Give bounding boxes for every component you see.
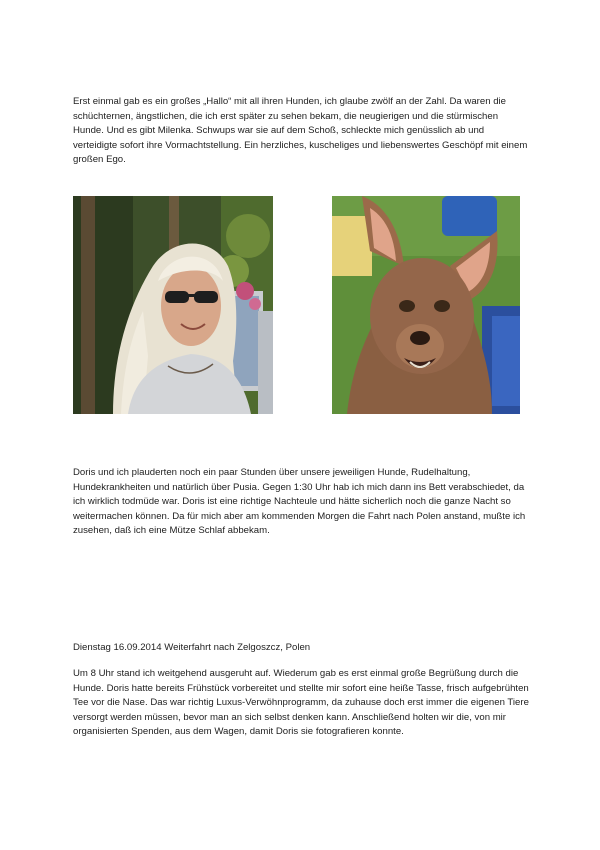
- paragraph-morning: Um 8 Uhr stand ich weitgehend ausgeruht auf. Wiederum gab es erst einmal große Begrüßung durch die Hunde. Doris hatte bereits Frühstück vorbereitet und stellte mir sofort eine heiße Tasse, frisch aufgebrühten Tee vor die Nase. Das war richtig Luxus-Verwöhnprogramm, da zuhause doch erst immer die eigenen Tiere versorgt werden müssen, bevor man an sich selbst denken kann. Anschließend holten wir die, von mir organisierten Spenden, aus dem Wagen, damit Doris sie fotografieren konnte.: [73, 668, 529, 738]
- woman-with-sunglasses-photo: [73, 196, 273, 414]
- paragraph-evening: Doris und ich plauderten noch ein paar Stunden über unsere jeweiligen Hunde, Rudelhaltung, Hundekrankheiten und natürlich über Pusia. Gegen 1:30 Uhr hab ich mich dann ins Bett verabschiedet, da ich wirklich todmüde war. Doris ist eine richtige Nachteule und hätte sicherlich noch die ganze Nacht so weitermachen können. Da für mich aber am kommenden Morgen die Fahrt nach Polen anstand, mußte ich zusehen, daß ich eine Mütze Schlaf abbekam.: [73, 467, 526, 537]
- dog-photo-illustration: [332, 196, 520, 414]
- date-heading: Dienstag 16.09.2014 Weiterfahrt nach Zelgoszcz, Polen: [73, 642, 311, 653]
- paragraph-intro: Erst einmal gab es ein großes „Hallo“ mit all ihren Hunden, ich glaube zwölf an der Zahl. Da waren die schüchternen, ängstlichen, die ich erst später zu sehen bekam, die neugierigen und die stürmischen Hunde. Und es gibt Milenka. Schwups war sie auf dem Schoß, schleckte mich genüsslich ab und verteidigte sofort ihre Vormachtstellung. Ein herzliches, kuscheliges und liebenswertes Geschöpf mit einem großen Ego.: [73, 96, 528, 166]
- woman-photo-illustration: [73, 196, 273, 414]
- brown-dog-photo: [332, 196, 520, 414]
